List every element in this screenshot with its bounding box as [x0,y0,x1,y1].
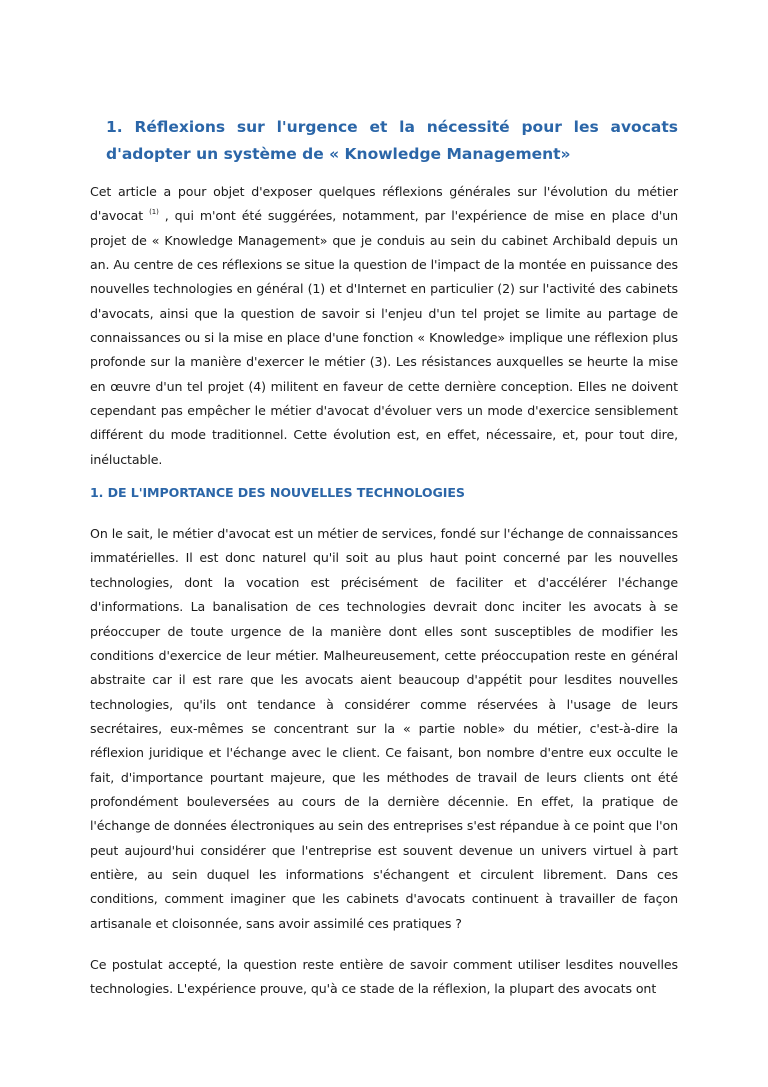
intro-text-start: Cet article a pour objet d'exposer quelques réflexions générales sur l'évolution du métier d'avocat [90,184,678,224]
document-title-line-1: 1. Réflexions sur l'urgence et la nécessité pour les avocats [106,118,678,136]
section-paragraph-1: On le sait, le métier d'avocat est un métier de services, fondé sur l'échange de connaissances immatérielles. Il est donc naturel qu'il soit au plus haut point concerné par les nouvelles technologies, dont la vocation est précisément de faciliter et d'accélérer l'échange d'informations. La banalisation de ces technologies devrait donc inciter les avocats à se préoccuper de toute urgence de la manière dont elles sont susceptibles de modifier les conditions d'exercice de leur métier. Malheureusement, cette préoccupation reste en général abstraite car il est rare que les avocats aient beaucoup d'appétit pour lesdites nouvelles technologies, qu'ils ont tendance à considérer comme réservées à l'usage de leurs secrétaires, eux-mêmes se concentrant sur la « partie noble» du métier, c'est-à-dire la réflexion juridique et l'échange avec le client. Ce faisant, bon nombre d'entre eux occulte le fait, d'importance pourtant majeure, que les méthodes de travail de leurs clients ont été profondément bouleversées au cours de la dernière décennie. En effet, la pratique de l'échange de données électroniques au sein des entreprises s'est répandue à ce point que l'on peut aujourd'hui considérer que l'entreprise est souvent devenue un univers virtuel à part entière, au sein duquel les informations s'échangent et circulent librement. Dans ces conditions, comment imaginer que les cabinets d'avocats continuent à travailler de façon artisanale et cloisonnée, sans avoir assimilé ces pratiques ? [90,526,678,931]
document-title-line-2: d'adopter un système de « Knowledge Management» [106,145,571,163]
intro-text-rest: , qui m'ont été suggérées, notamment, par l'expérience de mise en place d'un projet de « Knowledge Management» que je conduis au sein du cabinet Archibald depuis un an. Au centre de ces réflexions se situe la question de l'impact de la montée en puissance des nouvelles technologies en général (1) et d'Internet en particulier (2) sur l'activité des cabinets d'avocats, ainsi que la question de savoir si l'enjeu d'un tel projet se limite au partage de connaissances ou si la mise en place d'une fonction « Knowledge» implique une réflexion plus profonde sur la manière d'exercer le métier (3). Les résistances auxquelles se heurte la mise en œuvre d'un tel projet (4) militent en faveur de cette dernière conception. Elles ne doivent cependant pas empêcher le métier d'avocat d'évoluer vers un mode d'exercice sensiblement différent du mode traditionnel. Cette évolution est, en effet, nécessaire, et, pour tout dire, inéluctable. [90,208,678,467]
intro-paragraph [90,180,678,472]
section-heading: 1. DE L'IMPORTANCE DES NOUVELLES TECHNOLOGIES [90,485,465,501]
footnote-reference: (1) [149,208,159,217]
document-title [106,114,678,168]
section-paragraph-2: Ce postulat accepté, la question reste entière de savoir comment utiliser lesdites nouvelles technologies. L'expérience prouve, qu'à ce stade de la réflexion, la plupart des avocats ont [90,956,678,997]
document-content [90,114,678,1002]
